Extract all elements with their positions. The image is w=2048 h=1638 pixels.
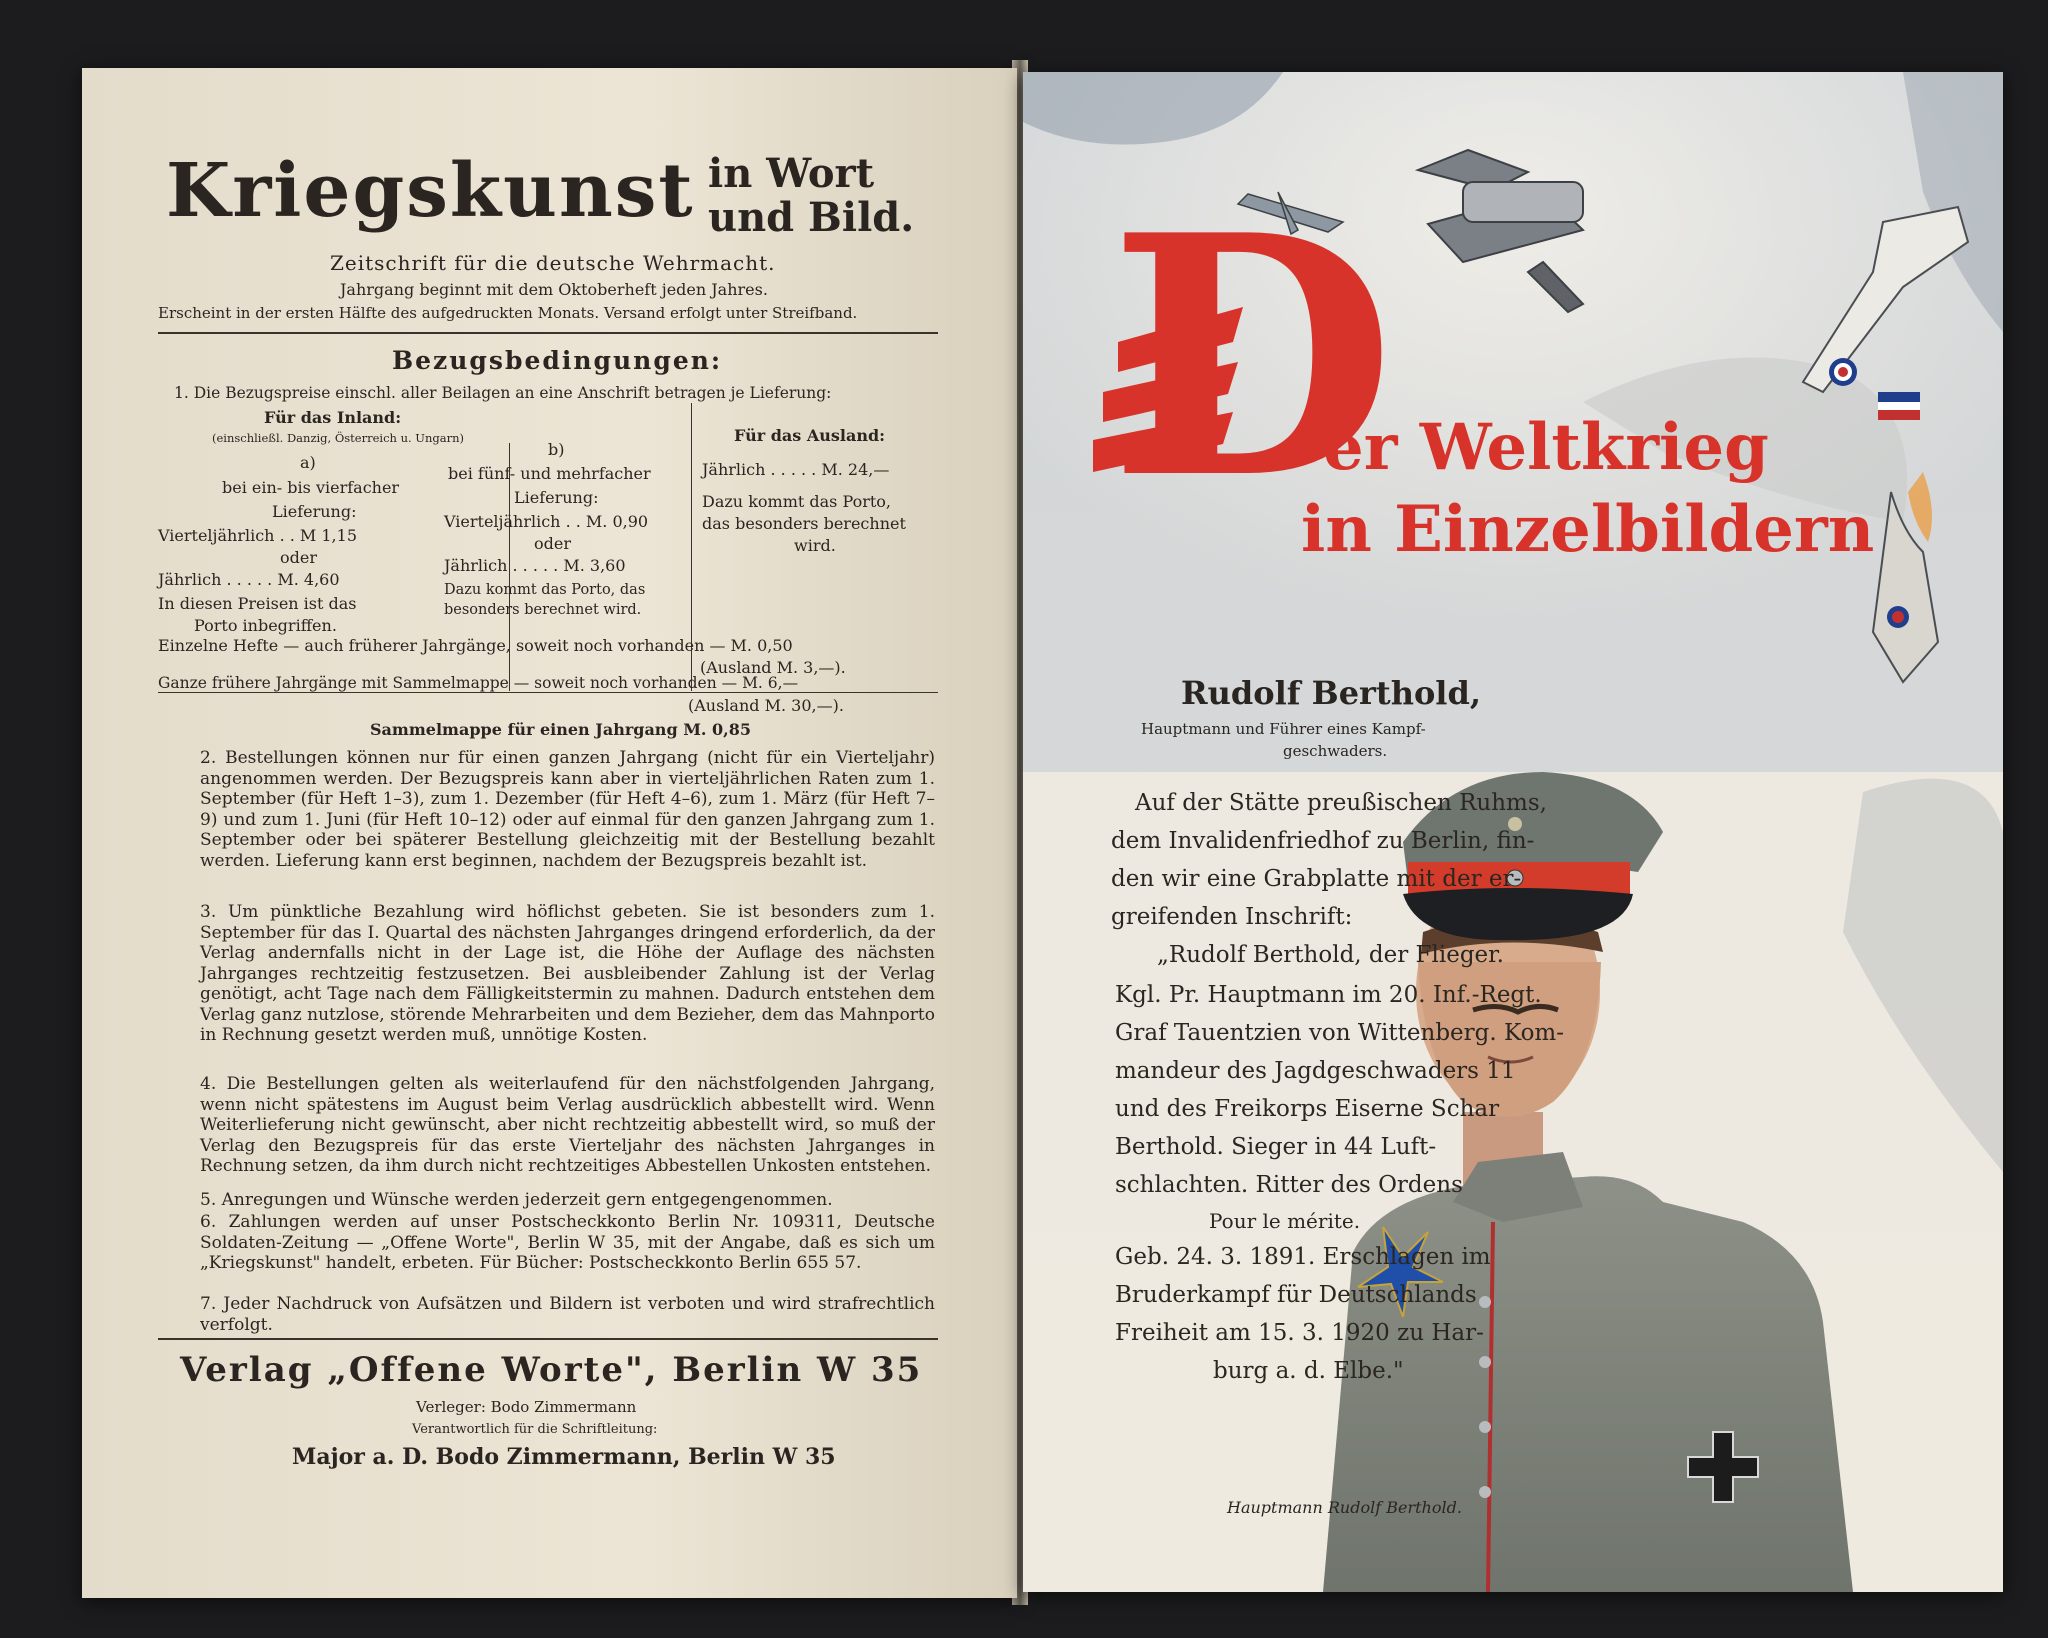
condition-item-4: 4. Die Bestellungen gelten als weiterlaufend für den nächstfolgenden Jahrgang, wenn nicht spätestens im August beim Verlag ausdrücklich abbestellt wird. Wenn Weiterlieferung nicht gewünscht, aber nicht rechtzeitig abbestellt wird, so muß der Verlag den Bezugspreis für das erste Vierteljahr des nächsten Jahrganges in Rechnung setzen, da ihm durch nicht rechtzeitiges Abbestellen Unkosten entstehen. [200, 1074, 935, 1176]
subject-rank-1: Hauptmann und Führer eines Kampf- [1141, 720, 1426, 738]
table-bottom-rule [158, 692, 938, 693]
text-line: burg a. d. Elbe." [1213, 1358, 1404, 1384]
condition-item-7: 7. Jeder Nachdruck von Aufsätzen und Bildern ist verboten und wird strafrechtlich verfolgt. [200, 1294, 935, 1335]
right-page [1023, 72, 2003, 1592]
text-line: Graf Tauentzien von Wittenberg. Kom- [1115, 1020, 1564, 1046]
single-issues-foreign: (Ausland M. 3,—). [700, 658, 846, 677]
ausland-line-3: das besonders berechnet [702, 514, 906, 533]
text-line: schlachten. Ritter des Ordens [1115, 1172, 1463, 1198]
text-line: und des Freikorps Eiserne Schar [1115, 1096, 1500, 1122]
publisher-name: Verleger: Bodo Zimmermann [416, 1398, 637, 1416]
text-line: Berthold. Sieger in 44 Luft- [1115, 1134, 1437, 1160]
col-b-line-1: bei fünf- und mehrfacher [448, 464, 651, 483]
subject-name: Rudolf Berthold, [1181, 674, 1481, 712]
col-a-line-2: Lieferung: [272, 502, 357, 521]
text-line: Pour le mérite. [1209, 1209, 1361, 1233]
inland-note: (einschließl. Danzig, Österreich u. Ungarn) [212, 431, 465, 445]
col-b-line-2: Lieferung: [514, 488, 599, 507]
ausland-line-4: wird. [794, 536, 836, 555]
col-b-line-4: oder [534, 534, 571, 553]
col-a-line-5: Jährlich . . . . . M. 4,60 [158, 570, 340, 589]
publisher-line: Verlag „Offene Worte", Berlin W 35 [180, 1350, 923, 1390]
folder-price: Sammelmappe für einen Jahrgang M. 0,85 [370, 720, 752, 739]
condition-item-6: 6. Zahlungen werden auf unser Postscheckkonto Berlin Nr. 109311, Deutsche Soldaten-Zeitung — „Offene Worte", Berlin W 35, mit der Angabe, daß es sich um „Kriegskunst" handelt, erbeten. Für Bücher: Postscheckkonto Berlin 655 57. [200, 1212, 935, 1273]
col-b-line-6: Dazu kommt das Porto, das [444, 582, 646, 598]
subject-rank-2: geschwaders. [1283, 742, 1388, 760]
col-a-line-4: oder [280, 548, 317, 567]
col-a-line-3: Vierteljährlich . . M 1,15 [158, 526, 357, 545]
col-b-line-5: Jährlich . . . . . M. 3,60 [444, 556, 626, 575]
left-page [82, 68, 1017, 1598]
whole-volumes-line: Ganze frühere Jahrgänge mit Sammelmappe — soweit noch vorhanden — M. 6,— [158, 674, 799, 692]
title-line-1: er Weltkrieg [1323, 410, 1769, 485]
conditions-heading: Bezugsbedingungen: [392, 346, 723, 375]
issue-line: Jahrgang beginnt mit dem Oktoberheft jeden Jahres. [340, 280, 768, 299]
dispatch-line: Erscheint in der ersten Hälfte des aufgedruckten Monats. Versand erfolgt unter Streifband. [158, 304, 858, 322]
inland-label: Für das Inland: [264, 408, 402, 427]
title-initial: D [1109, 163, 1396, 551]
title-line-2: in Einzelbildern [1301, 492, 1875, 567]
item1-intro: 1. Die Bezugspreise einschl. aller Beilagen an eine Anschrift betragen je Lieferung: [174, 384, 832, 402]
condition-item-3: 3. Um pünktliche Bezahlung wird höflichst gebeten. Sie ist besonders zum 1. September für das I. Quartal des nächsten Jahrganges dringend erforderlich, da der Verlag andernfalls nicht in der Lage ist, die Höhe der Auflage des nächsten Jahrganges rechtzeitig festzusetzen. Bei ausbleibender Zahlung ist der Verlag genötigt, acht Tage nach dem Fälligkeitstermin zu mahnen. Dadurch entstehen dem Verlag ganz nutzlose, störende Mehrarbeiten und dem Bezieher, dem das Mahnporto in Rechnung gesetzt werden muß, unnötige Kosten. [200, 902, 935, 1045]
editor-label: Verantwortlich für die Schriftleitung: [412, 1422, 658, 1437]
col-b-line-7: besonders berechnet wird. [444, 602, 642, 618]
subtitle: Zeitschrift für die deutsche Wehrmacht. [330, 251, 776, 275]
editor-name: Major a. D. Bodo Zimmermann, Berlin W 35 [292, 1444, 836, 1470]
col-b-line-3: Vierteljährlich . . M. 0,90 [444, 512, 649, 531]
col-a-line-6: In diesen Preisen ist das [158, 594, 357, 613]
text-line: dem Invalidenfriedhof zu Berlin, fin- [1111, 828, 1535, 854]
text-line: Kgl. Pr. Hauptmann im 20. Inf.-Regt. [1115, 982, 1542, 1008]
col-a-line-1: bei ein- bis vierfacher [222, 478, 400, 497]
title-side-1: in Wort [708, 150, 875, 197]
condition-item-2: 2. Bestellungen können nur für einen ganzen Jahrgang (nicht für ein Vierteljahr) angenommen werden. Der Bezugspreis kann aber in vierteljährlichen Raten zum 1. September (für Heft 1–3), zum 1. Dezember (für Heft 4–6), zum 1. März (für Heft 7–9) und zum 1. Juni (für Heft 10–12) oder auf einmal für den ganzen Jahrgang zum 1. September oder bei späterer Bestellung gleichzeitig mit der Bestellung bezahlt werden. Lieferung kann erst beginnen, nachdem der Bezugspreis bezahlt ist. [200, 748, 935, 871]
col-a-line-7: Porto inbegriffen. [194, 616, 337, 635]
footer-rule [158, 1338, 938, 1340]
text-line: den wir eine Grabplatte mit der er- [1111, 866, 1522, 892]
portrait-caption: Hauptmann Rudolf Berthold. [1227, 1498, 1462, 1517]
text-line: Auf der Stätte preußischen Ruhms, [1135, 790, 1547, 816]
text-line: Freiheit am 15. 3. 1920 zu Har- [1115, 1320, 1484, 1346]
text-line: Geb. 24. 3. 1891. Erschlagen im [1115, 1244, 1491, 1270]
text-line: Bruderkampf für Deutschlands [1115, 1282, 1477, 1308]
text-line: „Rudolf Berthold, der Flieger. [1157, 942, 1504, 968]
col-a-letter: a) [300, 453, 316, 472]
title-side-2: und Bild. [708, 194, 915, 241]
magazine-title: Kriegskunst [166, 148, 695, 234]
single-issues-line: Einzelne Hefte — auch früherer Jahrgänge, soweit noch vorhanden — M. 0,50 [158, 636, 793, 655]
whole-volumes-foreign: (Ausland M. 30,—). [688, 696, 844, 715]
text-line: greifenden Inschrift: [1111, 904, 1353, 930]
top-rule [158, 332, 938, 334]
ausland-label: Für das Ausland: [734, 426, 886, 445]
col-b-letter: b) [548, 440, 565, 459]
text-line: mandeur des Jagdgeschwaders 11 [1115, 1058, 1516, 1084]
condition-item-5: 5. Anregungen und Wünsche werden jederzeit gern entgegengenommen. [200, 1190, 833, 1210]
ausland-line-2: Dazu kommt das Porto, [702, 492, 891, 511]
ausland-line-1: Jährlich . . . . . M. 24,— [702, 460, 890, 479]
